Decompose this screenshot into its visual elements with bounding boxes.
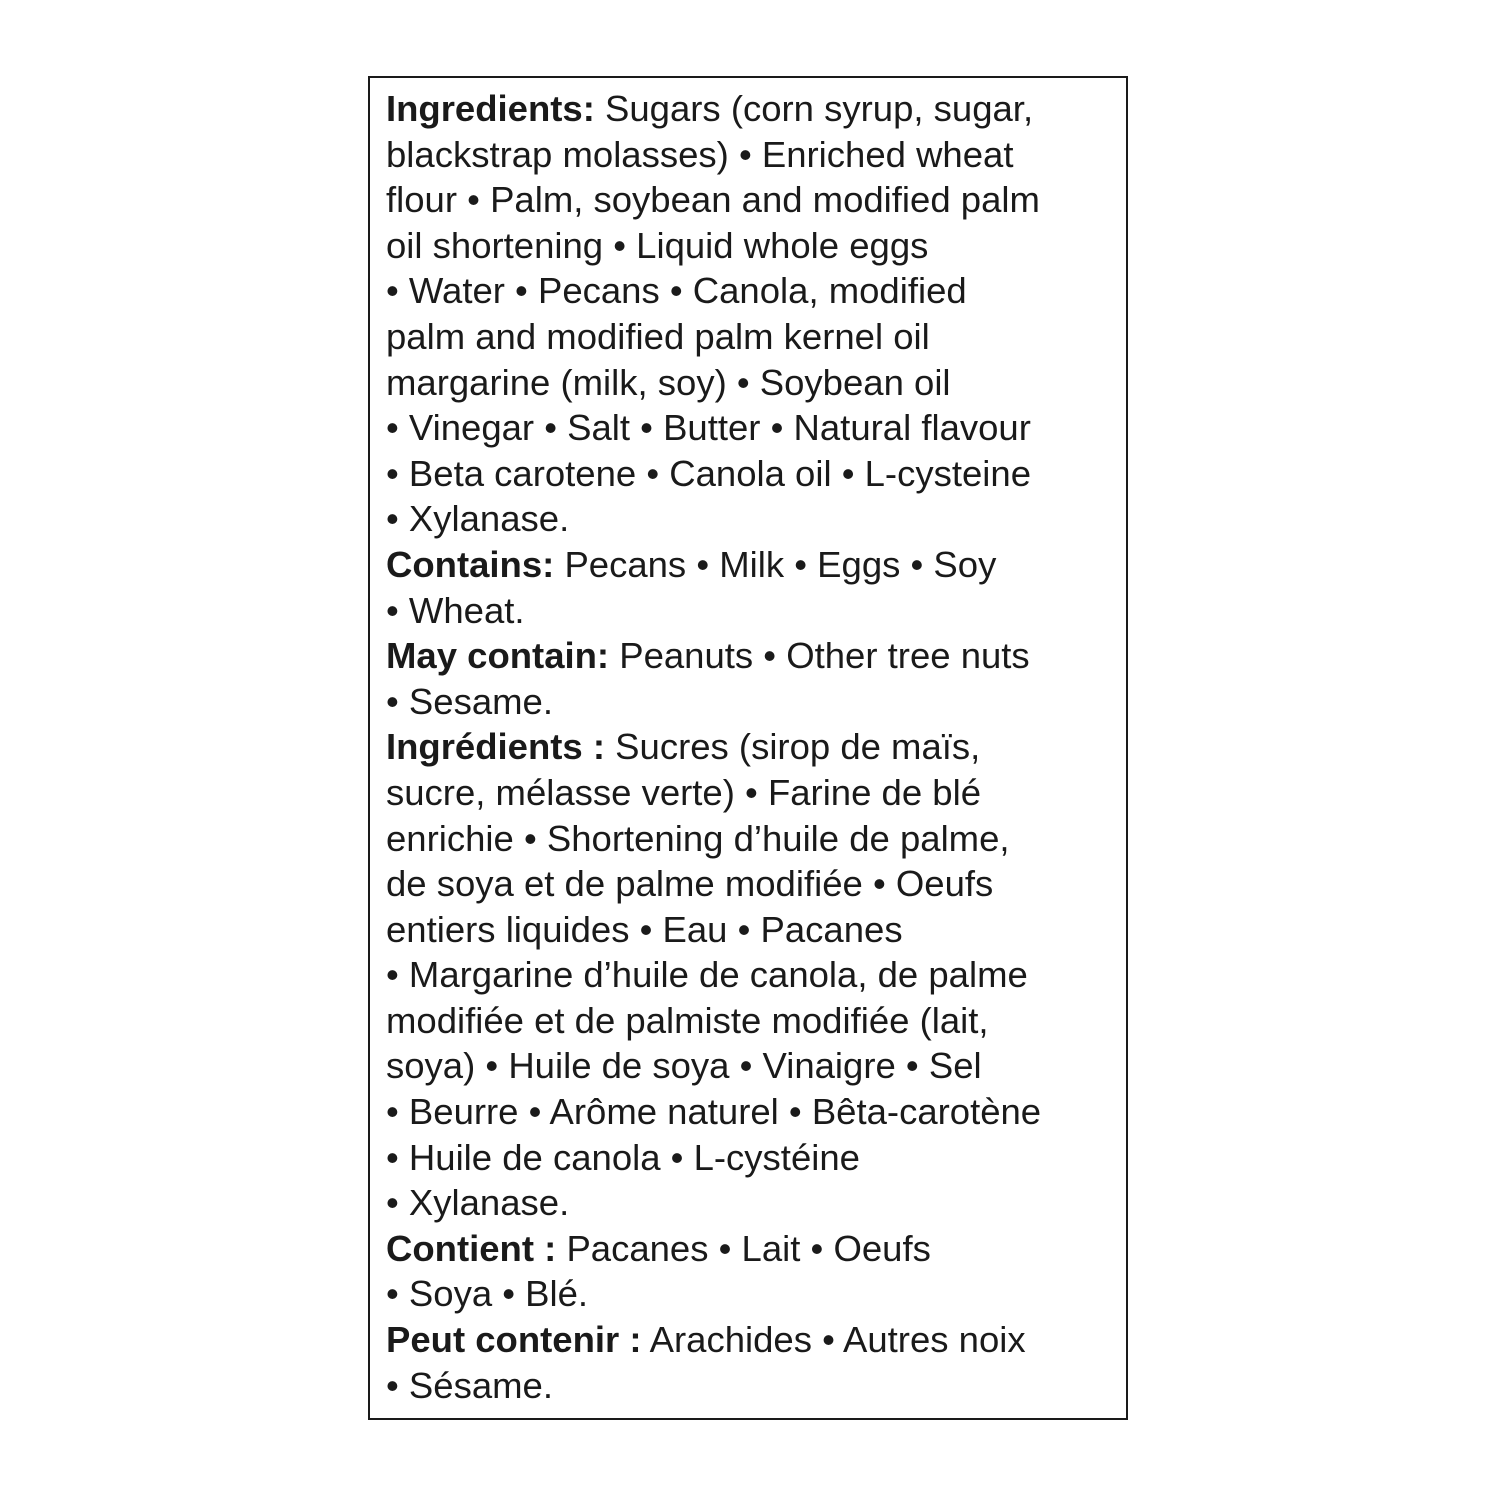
fr-may-contain-line-2: • Sésame.: [386, 1364, 553, 1406]
en-contains-line-2: • Wheat.: [386, 589, 525, 631]
fr-ingredients-text: Sucres (sirop de maïs,: [605, 726, 981, 768]
fr-ingredients-line-4: de soya et de palme modifiée • Oeufs: [386, 863, 994, 905]
ingredients-text-block: [386, 86, 1126, 1408]
en-ingredients-line-10: • Xylanase.: [386, 498, 570, 540]
fr-ingredients-line-11: • Xylanase.: [386, 1182, 570, 1224]
fr-ingredients-line-3: enrichie • Shortening d’huile de palme,: [386, 817, 1010, 859]
en-ingredients-line-8: • Vinegar • Salt • Butter • Natural flavour: [386, 407, 1031, 449]
en-may-contain-text: Peanuts • Other tree nuts: [609, 635, 1030, 677]
fr-may-contain-heading: Peut contenir :: [386, 1319, 642, 1361]
fr-contains-text: Pacanes • Lait • Oeufs: [556, 1227, 931, 1269]
fr-may-contain-line-1: [386, 1317, 1126, 1363]
en-contains-text: Pecans • Milk • Eggs • Soy: [554, 543, 997, 585]
en-ingredients-line-5: • Water • Pecans • Canola, modified: [386, 270, 967, 312]
en-contains-line-1: [386, 542, 1126, 588]
en-contains-heading: Contains:: [386, 543, 555, 585]
en-ingredients-line-6: palm and modified palm kernel oil: [386, 315, 930, 357]
fr-contains-line-1: [386, 1226, 1126, 1272]
fr-ingredients-line-8: soya) • Huile de soya • Vinaigre • Sel: [386, 1045, 982, 1087]
en-ingredients-line-9: • Beta carotene • Canola oil • L-cysteine: [386, 452, 1031, 494]
en-ingredients-text: Sugars (corn syrup, sugar,: [594, 88, 1034, 129]
en-may-contain-line-1: [386, 633, 1126, 679]
en-may-contain-heading: May contain:: [386, 635, 610, 677]
fr-contains-line-2: • Soya • Blé.: [386, 1273, 589, 1315]
fr-ingredients-line-9: • Beurre • Arôme naturel • Bêta-carotène: [386, 1091, 1042, 1133]
en-ingredients-line-1: [386, 86, 1126, 132]
fr-contains-heading: Contient :: [386, 1227, 557, 1269]
fr-ingredients-line-2: sucre, mélasse verte) • Farine de blé: [386, 771, 981, 813]
en-ingredients-line-2: blackstrap molasses) • Enriched wheat: [386, 133, 1014, 175]
fr-ingredients-line-6: • Margarine d’huile de canola, de palme: [386, 954, 1028, 996]
fr-ingredients-line-5: entiers liquides • Eau • Pacanes: [386, 908, 903, 950]
en-ingredients-heading: Ingredients:: [386, 88, 595, 129]
fr-ingredients-line-7: modifiée et de palmiste modifiée (lait,: [386, 999, 989, 1041]
en-ingredients-line-7: margarine (milk, soy) • Soybean oil: [386, 361, 951, 403]
en-ingredients-line-4: oil shortening • Liquid whole eggs: [386, 224, 929, 266]
en-may-contain-line-2: • Sesame.: [386, 680, 553, 722]
fr-ingredients-line-10: • Huile de canola • L-cystéine: [386, 1136, 860, 1178]
fr-ingredients-heading: Ingrédients :: [386, 726, 606, 768]
en-ingredients-line-3: flour • Palm, soybean and modified palm: [386, 179, 1040, 221]
fr-may-contain-text: Arachides • Autres noix: [641, 1319, 1026, 1361]
fr-ingredients-line-1: [386, 724, 1126, 770]
